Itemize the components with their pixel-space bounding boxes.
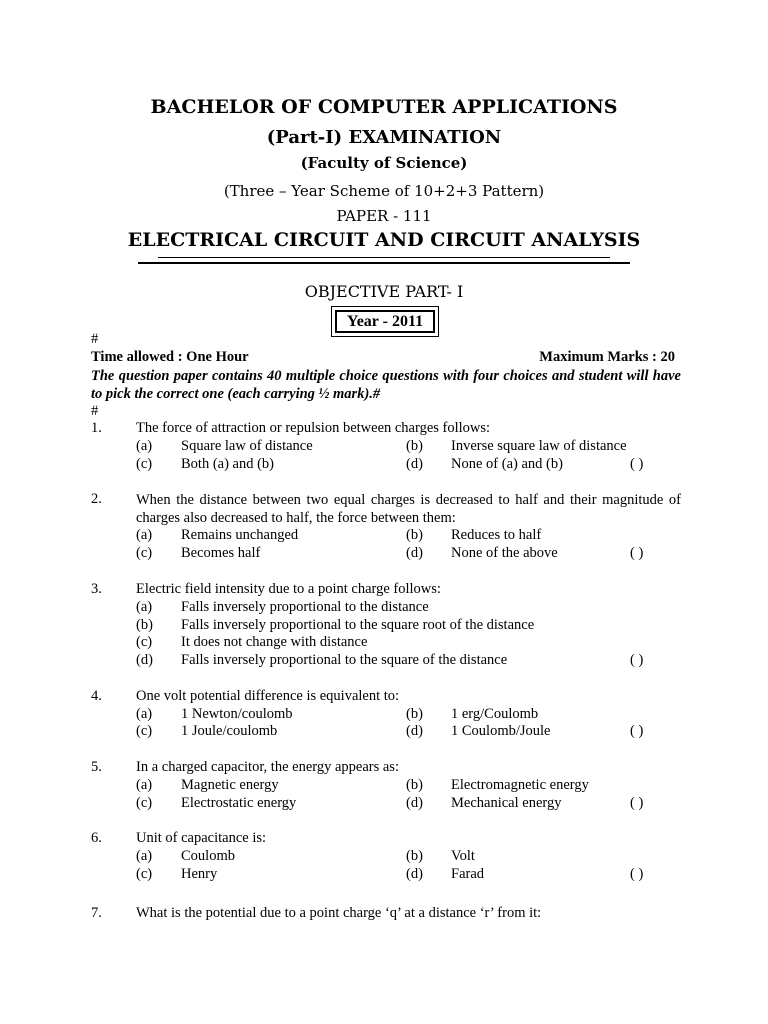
question-number: 2.: [91, 491, 102, 507]
instructions: The question paper contains 40 multiple choice questions with four choices and student will have to pick the correct one (each carrying ½ mark).#: [91, 368, 681, 402]
option-text: Falls inversely proportional to the distance: [181, 599, 429, 615]
option-label: (a): [136, 438, 153, 454]
answer-blank: ( ): [630, 545, 644, 561]
exam-title: (Part-I) EXAMINATION: [266, 127, 502, 148]
option-label: (a): [136, 848, 153, 864]
max-marks: Maximum Marks : 20: [539, 349, 675, 365]
question-number: 1.: [91, 420, 102, 436]
question-number: 5.: [91, 759, 102, 775]
question-text: Unit of capacitance is:: [136, 830, 267, 846]
option-label: (b): [136, 617, 153, 633]
answer-blank: ( ): [630, 866, 644, 882]
degree-title: BACHELOR OF COMPUTER APPLICATIONS: [150, 96, 618, 118]
option-text: Magnetic energy: [181, 777, 279, 793]
option-label: (c): [136, 723, 153, 739]
subject-title: ELECTRICAL CIRCUIT AND CIRCUIT ANALYSIS: [127, 229, 641, 251]
option-label: (c): [136, 456, 153, 472]
answer-blank: ( ): [630, 456, 644, 472]
option-text: Henry: [181, 866, 218, 882]
option-label: (d): [406, 723, 423, 739]
option-label: (d): [406, 866, 423, 882]
option-text: Electrostatic energy: [181, 795, 297, 811]
option-text: Remains unchanged: [181, 527, 299, 543]
option-text: It does not change with distance: [181, 634, 368, 650]
option-label: (d): [136, 652, 153, 668]
question-text: Electric field intensity due to a point charge follows:: [136, 581, 441, 597]
question-number: 3.: [91, 581, 102, 597]
option-text: 1 erg/Coulomb: [451, 706, 539, 722]
option-label: (c): [136, 545, 153, 561]
option-text: 1 Coulomb/Joule: [451, 723, 551, 739]
answer-blank: ( ): [630, 795, 644, 811]
time-allowed: Time allowed : One Hour: [91, 349, 249, 365]
option-text: Becomes half: [181, 545, 261, 561]
option-label: (d): [406, 795, 423, 811]
option-label: (a): [136, 527, 153, 543]
option-label: (c): [136, 866, 153, 882]
option-label: (b): [406, 706, 423, 722]
option-label: (c): [136, 634, 153, 650]
option-label: (b): [406, 438, 423, 454]
answer-blank: ( ): [630, 723, 644, 739]
option-text: None of the above: [451, 545, 558, 561]
option-text: Coulomb: [181, 848, 235, 864]
question-number: 6.: [91, 830, 102, 846]
faculty: (Faculty of Science): [300, 154, 468, 172]
option-text: Falls inversely proportional to the square root of the distance: [181, 617, 535, 633]
option-text: Farad: [451, 866, 485, 882]
option-label: (b): [406, 777, 423, 793]
option-text: Electromagnetic energy: [451, 777, 589, 793]
question-text: The force of attraction or repulsion between charges follows:: [136, 420, 491, 436]
option-text: 1 Newton/coulomb: [181, 706, 293, 722]
answer-blank: ( ): [630, 652, 644, 668]
option-label: (b): [406, 848, 423, 864]
marker: #: [91, 403, 99, 419]
option-text: Square law of distance: [181, 438, 313, 454]
divider-thin: [158, 257, 610, 258]
option-text: Both (a) and (b): [181, 456, 275, 472]
option-text: 1 Joule/coulomb: [181, 723, 278, 739]
option-label: (a): [136, 777, 153, 793]
option-label: (a): [136, 599, 153, 615]
question-number: 7.: [91, 905, 102, 921]
part-title: OBJECTIVE PART- I: [304, 282, 464, 301]
question-text: When the distance between two equal charges is decreased to half and their magnitude of charges also decreased to half, the force between them:: [136, 492, 681, 526]
question-text: One volt potential difference is equivalent to:: [136, 688, 400, 704]
option-text: Reduces to half: [451, 527, 542, 543]
question-text: What is the potential due to a point charge ‘q’ at a distance ‘r’ from it:: [136, 905, 542, 921]
option-label: (c): [136, 795, 153, 811]
question-number: 4.: [91, 688, 102, 704]
option-text: None of (a) and (b): [451, 456, 563, 472]
option-text: Volt: [451, 848, 475, 864]
scheme: (Three – Year Scheme of 10+2+3 Pattern): [223, 182, 545, 200]
year-box: [331, 306, 439, 337]
option-text: Inverse square law of distance: [451, 438, 627, 454]
option-text: Mechanical energy: [451, 795, 562, 811]
marker: #: [91, 331, 99, 347]
paper-number: PAPER - 111: [336, 207, 432, 225]
option-label: (b): [406, 527, 423, 543]
option-label: (d): [406, 545, 423, 561]
question-text: In a charged capacitor, the energy appears as:: [136, 759, 399, 775]
year-label: Year - 2011: [335, 310, 435, 333]
option-text: Falls inversely proportional to the square of the distance: [181, 652, 508, 668]
option-label: (a): [136, 706, 153, 722]
option-label: (d): [406, 456, 423, 472]
divider-thick: [138, 262, 630, 264]
